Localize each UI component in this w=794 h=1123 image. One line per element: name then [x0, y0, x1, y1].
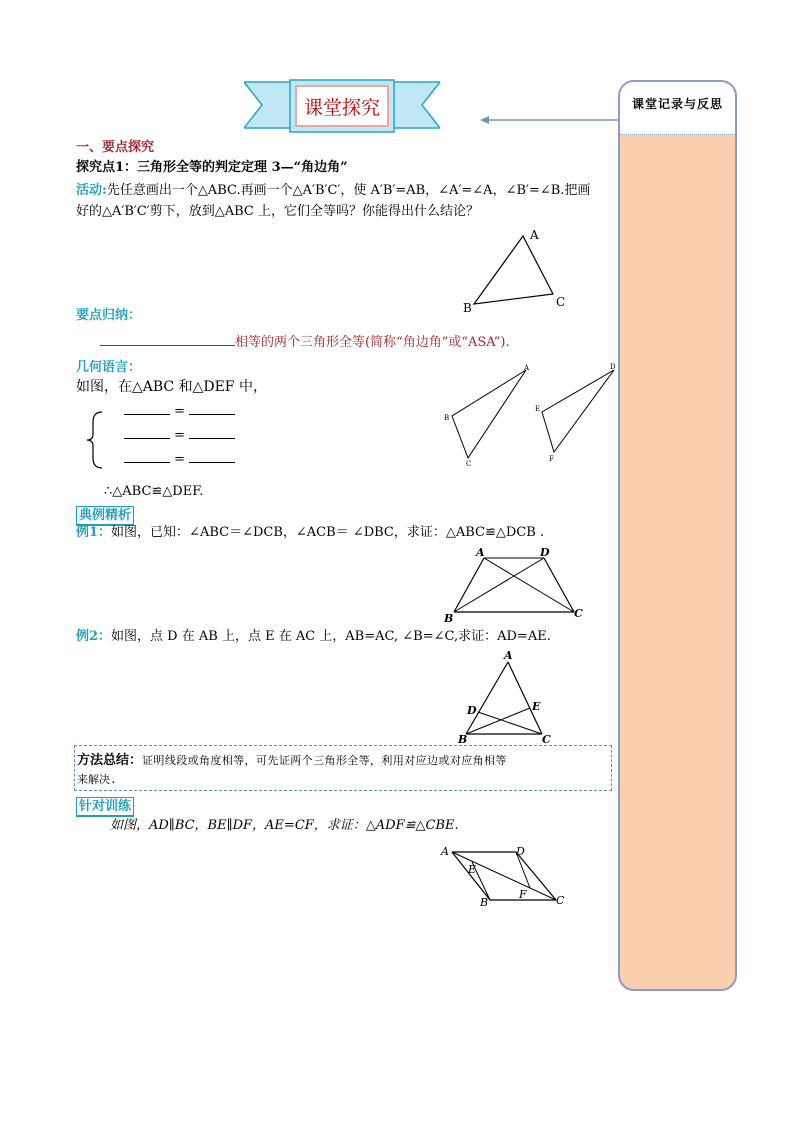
summary-label: 要点归纳： [76, 308, 142, 323]
fig2-label-b: B [444, 414, 450, 422]
condition-row-1 [124, 402, 235, 422]
fig2-label-e: E [535, 405, 541, 413]
condition-2-left[interactable] [124, 426, 170, 439]
training-label-text: 针对训练 [76, 797, 134, 817]
geometry-intro: 如图，在△ABC 和△DEF 中， [76, 379, 267, 395]
example-1 [76, 523, 544, 543]
sidebar-label: 课堂记录与反思 [632, 97, 724, 111]
fig2-label-a: A [524, 364, 530, 372]
activity-text-1: 先任意画出一个△ABC.再画一个△A′B′C′，使 A′B′=AB，∠A′=∠A，∠B′=∠B.把画 [106, 183, 591, 198]
fig5-label-c: C [556, 894, 565, 907]
example-1-label: 例1： [76, 525, 112, 540]
fig3-label-b: B [444, 612, 454, 624]
fig4-label-b: B [458, 733, 468, 746]
summary-text: 相等的两个三角形全等(简称“角边角”或“ASA”). [235, 335, 510, 350]
example-2 [76, 627, 551, 647]
figure-training [436, 840, 576, 910]
method-text-2: 来解决. [77, 773, 117, 786]
fig4-label-d: D [467, 704, 477, 717]
notes-sidebar[interactable] [618, 80, 737, 991]
condition-row-2 [124, 426, 235, 446]
summary-line [100, 331, 510, 353]
fig5-label-e: E [468, 863, 477, 876]
fig1-label-b: B [463, 301, 472, 315]
method-text-1: 证明线段或角度相等，可先证两个三角形全等，利用对应边或对应角相等 [142, 754, 507, 767]
conclusion: ∴△ABC≌△DEF. [104, 484, 204, 499]
banner-title: 课堂探究 [303, 97, 381, 119]
fig2-label-d: D [610, 363, 616, 371]
fig5-label-a: A [441, 845, 449, 858]
fig2-label-c: C [466, 460, 472, 468]
fig3-label-a: A [476, 546, 485, 559]
fig3-label-c: C [574, 607, 583, 620]
training-section-label [76, 795, 134, 817]
method-label: 方法总结： [77, 753, 143, 768]
example-2-label: 例2： [76, 629, 112, 644]
condition-3-right[interactable] [189, 450, 235, 463]
point-title: 探究点1：三角形全等的判定定理 3—“角边角” [76, 160, 348, 175]
fig1-label-a: A [530, 228, 539, 242]
condition-3-left[interactable] [124, 450, 170, 463]
fig4-label-e: E [532, 700, 541, 713]
training-text: 如图，AD∥BC，BE∥DF，AE=CF，求证：△ADF≌△CBE. [110, 818, 459, 833]
figure-example-1 [440, 544, 590, 624]
section-heading: 一、要点探究 [76, 140, 155, 155]
fig3-label-d: D [540, 546, 550, 559]
eq-sign-1: = [174, 404, 186, 419]
examples-label-text: 典例精析 [76, 506, 134, 526]
sidebar-header [620, 82, 735, 135]
fig5-label-f: F [519, 888, 527, 901]
eq-sign-2: = [174, 428, 186, 443]
method-line-1 [77, 750, 507, 771]
activity-line-2: 好的△A′B′C′剪下，放到△ABC 上，它们全等吗？你能得出什么结论？ [76, 204, 480, 219]
figure-triangles-abc-def [438, 360, 618, 470]
fig4-label-a: A [504, 649, 513, 662]
figure-triangle-abc [455, 224, 575, 319]
activity-label: 活动: [76, 183, 107, 198]
condition-2-right[interactable] [189, 426, 235, 439]
condition-row-3 [124, 450, 235, 470]
fig5-label-b: B [480, 896, 489, 909]
condition-1-right[interactable] [189, 402, 235, 415]
method-summary-box [74, 745, 612, 791]
fig5-label-d: D [516, 845, 525, 858]
eq-sign-3: = [174, 452, 186, 467]
summary-blank[interactable] [100, 331, 235, 346]
arrow-icon [478, 112, 620, 128]
figure-example-2 [450, 646, 560, 746]
fig1-label-c: C [556, 295, 566, 309]
activity-line-1 [76, 181, 590, 201]
example-1-text: 如图，已知：∠ABC＝∠DCB，∠ACB＝ ∠DBC，求证：△ABC≌△DCB . [111, 525, 545, 540]
brace-icon [86, 410, 106, 470]
example-2-text: 如图，点 D 在 AB 上，点 E 在 AC 上，AB=AC, ∠B=∠C,求证：AD=AE. [111, 629, 551, 644]
fig2-label-f: F [549, 455, 554, 463]
geometry-label: 几何语言： [76, 360, 142, 375]
fig4-label-c: C [542, 733, 551, 746]
banner [244, 78, 440, 134]
condition-1-left[interactable] [124, 402, 170, 415]
